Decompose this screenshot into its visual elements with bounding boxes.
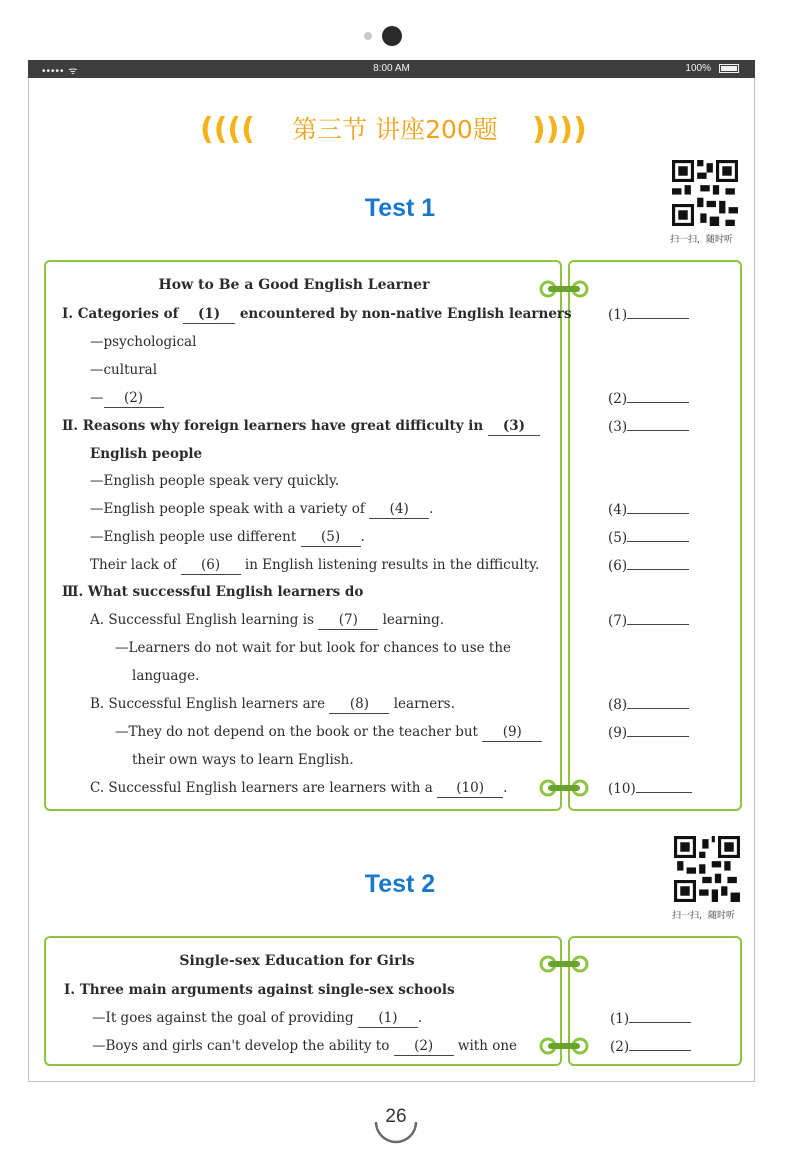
binder-ring-icon	[538, 279, 590, 299]
test1-line-3: —cultural	[90, 362, 158, 378]
test1-heading: How to Be a Good English Learner	[158, 277, 430, 293]
test1-line-4: — (2)	[90, 389, 164, 408]
qr-caption: 扫一扫，随时听	[670, 235, 734, 245]
test1-line-1: Ⅰ. Categories of (1) encountered by non-native English learners	[62, 306, 572, 322]
blank-8: (8)	[329, 695, 389, 714]
answer-slot-7[interactable]: (7)	[608, 611, 689, 630]
signal-icon: ••••• ᯤ	[42, 66, 79, 77]
test1-line-8: —English people speak with a variety of (4) .	[90, 501, 434, 517]
test1-line-14: language.	[132, 668, 200, 684]
test1-line-17: their own ways to learn English.	[132, 752, 354, 768]
left-bracket-icon: ((((	[200, 112, 255, 147]
test2-line-3: —Boys and girls can't develop the ability to (2) with one	[92, 1038, 518, 1054]
test1-line-15: B. Successful English learners are (8) learners.	[90, 696, 455, 712]
test1-line-5: Ⅱ. Reasons why foreign learners have great difficulty in (3)	[62, 417, 540, 436]
test2-line-2: —It goes against the goal of providing (1) .	[92, 1010, 423, 1026]
test2-title: Test 2	[364, 870, 436, 898]
blank-3: (3)	[488, 417, 540, 436]
blank-1: (1)	[358, 1009, 418, 1028]
test1-line-16: —They do not depend on the book or the teacher but (9)	[115, 723, 542, 742]
battery-percent: 100%	[685, 63, 711, 74]
blank-9: (9)	[482, 723, 542, 742]
page-dot-inactive[interactable]	[364, 32, 372, 40]
page-number: 26	[385, 1106, 407, 1127]
test1-line-7: —English people speak very quickly.	[90, 473, 340, 489]
qr-caption: 扫一扫，随时听	[672, 911, 736, 921]
page-number-badge	[370, 1092, 422, 1144]
status-bar	[28, 60, 755, 78]
status-time: 8:00 AM	[373, 63, 410, 74]
page-indicator	[360, 26, 440, 46]
test1-line-10: Their lack of (6) in English listening results in the difficulty.	[90, 557, 540, 573]
blank-7: (7)	[318, 611, 378, 630]
blank-6: (6)	[181, 556, 241, 575]
answer-slot-10[interactable]: (10)	[608, 779, 692, 798]
blank-5: (5)	[301, 528, 361, 547]
right-bracket-icon: ))))	[532, 112, 587, 147]
blank-2: (2)	[104, 389, 164, 408]
test1-line-13: —Learners do not wait for but look for chances to use the	[115, 640, 512, 656]
test2-heading: Single-sex Education for Girls	[179, 953, 415, 969]
answer-slot-8[interactable]: (8)	[608, 695, 689, 714]
test1-line-6: English people	[90, 446, 203, 462]
test2-line-1: Ⅰ. Three main arguments against single-sex schools	[64, 982, 455, 998]
page-dot-active[interactable]	[382, 26, 402, 46]
test1-line-11: Ⅲ. What successful English learners do	[62, 584, 364, 600]
answer-slot-9[interactable]: (9)	[608, 723, 689, 742]
binder-ring-icon	[538, 778, 590, 798]
answer-slot-3[interactable]: (3)	[608, 417, 689, 436]
answer-slot-6[interactable]: (6)	[608, 556, 689, 575]
answer-slot-1[interactable]: (1)	[608, 305, 689, 324]
test1-line-18: C. Successful English learners are learners with a (10) .	[90, 780, 508, 796]
blank-2: (2)	[394, 1037, 454, 1056]
answer-slot-5[interactable]: (5)	[608, 528, 689, 547]
section-title: 第三节 讲座200题	[292, 115, 498, 144]
blank-1: (1)	[183, 305, 235, 324]
test1-line-9: —English people use different (5) .	[90, 529, 365, 545]
binder-ring-icon	[538, 1036, 590, 1056]
blank-4: (4)	[369, 500, 429, 519]
answer-slot-2[interactable]: (2)	[608, 389, 689, 408]
answer-slot-1[interactable]: (1)	[610, 1009, 691, 1028]
answer-slot-4[interactable]: (4)	[608, 500, 689, 519]
answer-slot-2[interactable]: (2)	[610, 1037, 691, 1056]
test1-line-12: A. Successful English learning is (7) learning.	[90, 612, 445, 628]
blank-10: (10)	[437, 779, 503, 798]
battery-icon	[719, 64, 739, 73]
test1-line-2: —psychological	[90, 334, 197, 350]
test1-title: Test 1	[364, 194, 436, 222]
